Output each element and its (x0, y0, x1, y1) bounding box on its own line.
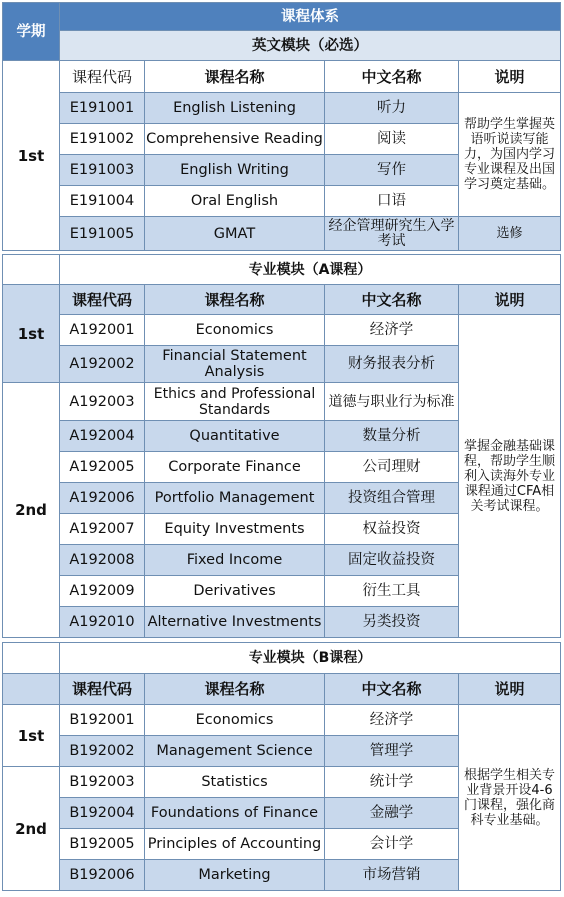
course-cn-name: 投资组合管理 (325, 483, 459, 514)
course-name: Management Science (145, 736, 325, 767)
english-module-table (2, 2, 561, 251)
module-b-table (2, 642, 561, 891)
system-title: 课程体系 (60, 3, 561, 31)
course-name: GMAT (145, 217, 325, 251)
col-code-header: 课程代码 (60, 674, 145, 705)
course-name: Portfolio Management (145, 483, 325, 514)
module-b-header-blank (3, 674, 60, 705)
course-code: A192002 (60, 346, 145, 383)
course-code: A192006 (60, 483, 145, 514)
course-code: A192008 (60, 545, 145, 576)
course-code: B192002 (60, 736, 145, 767)
col-name-header: 课程名称 (145, 674, 325, 705)
course-code: A192007 (60, 514, 145, 545)
col-name-header: 课程名称 (145, 285, 325, 315)
course-name: Equity Investments (145, 514, 325, 545)
course-cn-name: 会计学 (325, 829, 459, 860)
english-module-note: 帮助学生掌握英语听说读写能力，为国内学习专业课程及出国学习奠定基础。 (459, 93, 561, 217)
course-system-document (2, 2, 562, 891)
course-code: B192003 (60, 767, 145, 798)
course-code: B192001 (60, 705, 145, 736)
course-cn-name: 经济学 (325, 705, 459, 736)
course-cn-name: 口语 (325, 186, 459, 217)
course-name: Fixed Income (145, 545, 325, 576)
course-code: A192005 (60, 452, 145, 483)
module-a-table (2, 254, 561, 638)
course-code: A192003 (60, 383, 145, 421)
col-note-header: 说明 (459, 61, 561, 93)
course-name: English Listening (145, 93, 325, 124)
course-code: B192004 (60, 798, 145, 829)
course-cn-name: 经企管理研究生入学考试 (325, 217, 459, 251)
module-b-semester-1: 1st (3, 705, 60, 767)
course-code: A192009 (60, 576, 145, 607)
course-cn-name: 市场营销 (325, 860, 459, 891)
semester-header: 学期 (3, 3, 60, 61)
course-cn-name: 公司理财 (325, 452, 459, 483)
course-code: A192001 (60, 315, 145, 346)
module-a-title: 专业模块（A课程） (60, 255, 561, 285)
course-code: A192010 (60, 607, 145, 638)
course-name: Foundations of Finance (145, 798, 325, 829)
course-code: E191002 (60, 124, 145, 155)
course-name: Quantitative (145, 421, 325, 452)
col-name-header: 课程名称 (145, 61, 325, 93)
course-cn-name: 道德与职业行为标准 (325, 383, 459, 421)
module-b-title: 专业模块（B课程） (60, 643, 561, 674)
course-cn-name: 权益投资 (325, 514, 459, 545)
course-code: B192006 (60, 860, 145, 891)
course-name: Comprehensive Reading (145, 124, 325, 155)
course-name: Alternative Investments (145, 607, 325, 638)
col-note-header: 说明 (459, 285, 561, 315)
module-b-blank-cell (3, 643, 60, 674)
module-b-semester-2: 2nd (3, 767, 60, 891)
course-code: B192005 (60, 829, 145, 860)
course-cn-name: 统计学 (325, 767, 459, 798)
col-code-header: 课程代码 (60, 61, 145, 93)
course-cn-name: 阅读 (325, 124, 459, 155)
english-semester: 1st (3, 61, 60, 251)
course-name: Ethics and Professional Standards (145, 383, 325, 421)
module-b-note: 根据学生相关专业背景开设4-6门课程，强化商科专业基础。 (459, 705, 561, 891)
course-name: Economics (145, 315, 325, 346)
module-a-semester-2: 2nd (3, 383, 60, 638)
course-cn-name: 听力 (325, 93, 459, 124)
course-cn-name: 数量分析 (325, 421, 459, 452)
course-cn-name: 固定收益投资 (325, 545, 459, 576)
course-code: A192004 (60, 421, 145, 452)
course-code: E191003 (60, 155, 145, 186)
course-name: Principles of Accounting (145, 829, 325, 860)
course-cn-name: 衍生工具 (325, 576, 459, 607)
course-cn-name: 财务报表分析 (325, 346, 459, 383)
col-cn-header: 中文名称 (325, 61, 459, 93)
module-a-semester-1: 1st (3, 285, 60, 383)
course-name: Economics (145, 705, 325, 736)
course-cn-name: 另类投资 (325, 607, 459, 638)
col-cn-header: 中文名称 (325, 674, 459, 705)
course-code: E191004 (60, 186, 145, 217)
module-a-note: 掌握金融基础课程，帮助学生顺利入读海外专业课程通过CFA相关考试课程。 (459, 315, 561, 638)
course-name: Marketing (145, 860, 325, 891)
course-name: Derivatives (145, 576, 325, 607)
course-code: E191001 (60, 93, 145, 124)
course-cn-name: 经济学 (325, 315, 459, 346)
course-cn-name: 金融学 (325, 798, 459, 829)
course-name: Corporate Finance (145, 452, 325, 483)
col-code-header: 课程代码 (60, 285, 145, 315)
course-name: Financial Statement Analysis (145, 346, 325, 383)
english-module-title: 英文模块（必选） (60, 31, 561, 61)
course-cn-name: 管理学 (325, 736, 459, 767)
elective-note: 选修 (459, 217, 561, 251)
course-name: English Writing (145, 155, 325, 186)
course-name: Oral English (145, 186, 325, 217)
course-cn-name: 写作 (325, 155, 459, 186)
module-a-blank-cell (3, 255, 60, 285)
course-name: Statistics (145, 767, 325, 798)
col-cn-header: 中文名称 (325, 285, 459, 315)
course-code: E191005 (60, 217, 145, 251)
col-note-header: 说明 (459, 674, 561, 705)
